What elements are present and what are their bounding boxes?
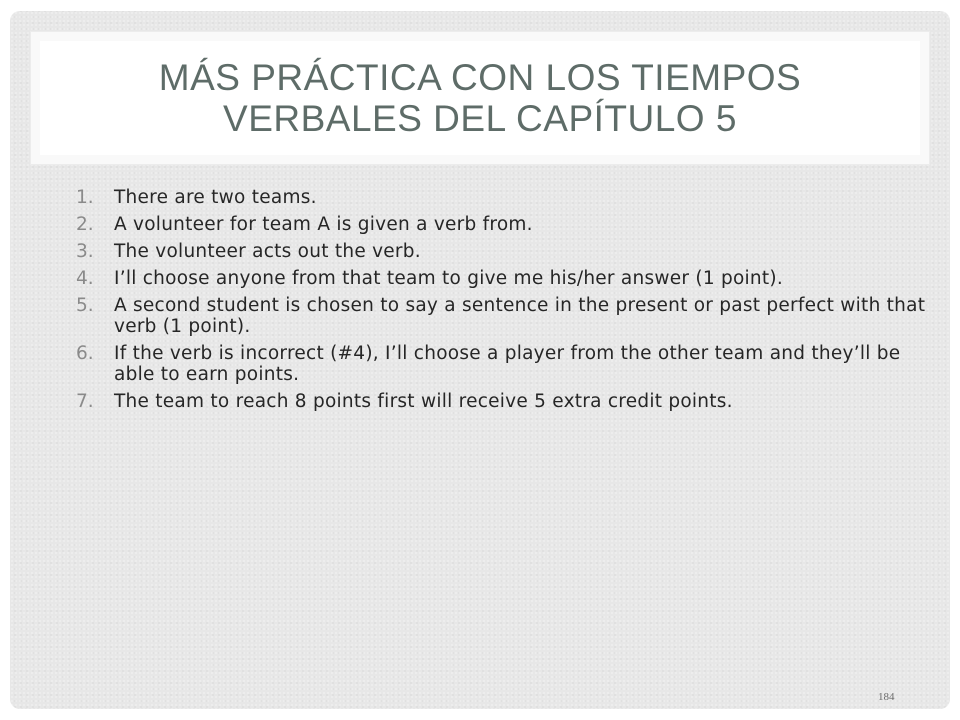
- list-item-number: 5.: [76, 295, 94, 316]
- list-item-text: The team to reach 8 points first will receive 5 extra credit points.: [114, 391, 733, 412]
- list-item-number: 4.: [76, 268, 94, 289]
- list-item-text: I’ll choose anyone from that team to give me his/her answer (1 point).: [114, 268, 784, 289]
- list-item: [76, 295, 926, 337]
- list-item-number: 6.: [76, 343, 94, 364]
- list-item-text: A volunteer for team A is given a verb from.: [114, 214, 533, 235]
- title-box: [40, 41, 920, 155]
- list-item-number: 7.: [76, 391, 94, 412]
- list-item: [76, 391, 926, 412]
- list-item-number: 3.: [76, 241, 94, 262]
- list-item-text: The volunteer acts out the verb.: [114, 241, 421, 262]
- title-frame: [30, 31, 930, 165]
- list-item-text: There are two teams.: [114, 187, 317, 208]
- list-item: [76, 187, 926, 208]
- list-item: [76, 268, 926, 289]
- list-item-number: 1.: [76, 187, 94, 208]
- page-number: 184: [878, 691, 895, 703]
- list-item: [76, 343, 926, 385]
- list-item-text: If the verb is incorrect (#4), I’ll choose a player from the other team and they’ll be able to earn points.: [114, 343, 901, 385]
- list-item-text: A second student is chosen to say a sentence in the present or past perfect with that verb (1 point).: [114, 295, 926, 337]
- slide-title: MÁS PRÁCTICA CON LOS TIEMPOS VERBALES DEL CAPÍTULO 5: [158, 57, 802, 139]
- list-item-number: 2.: [76, 214, 94, 235]
- list-item: [76, 214, 926, 235]
- slide: [10, 11, 950, 709]
- list-item: [76, 241, 926, 262]
- rules-list: [76, 187, 926, 418]
